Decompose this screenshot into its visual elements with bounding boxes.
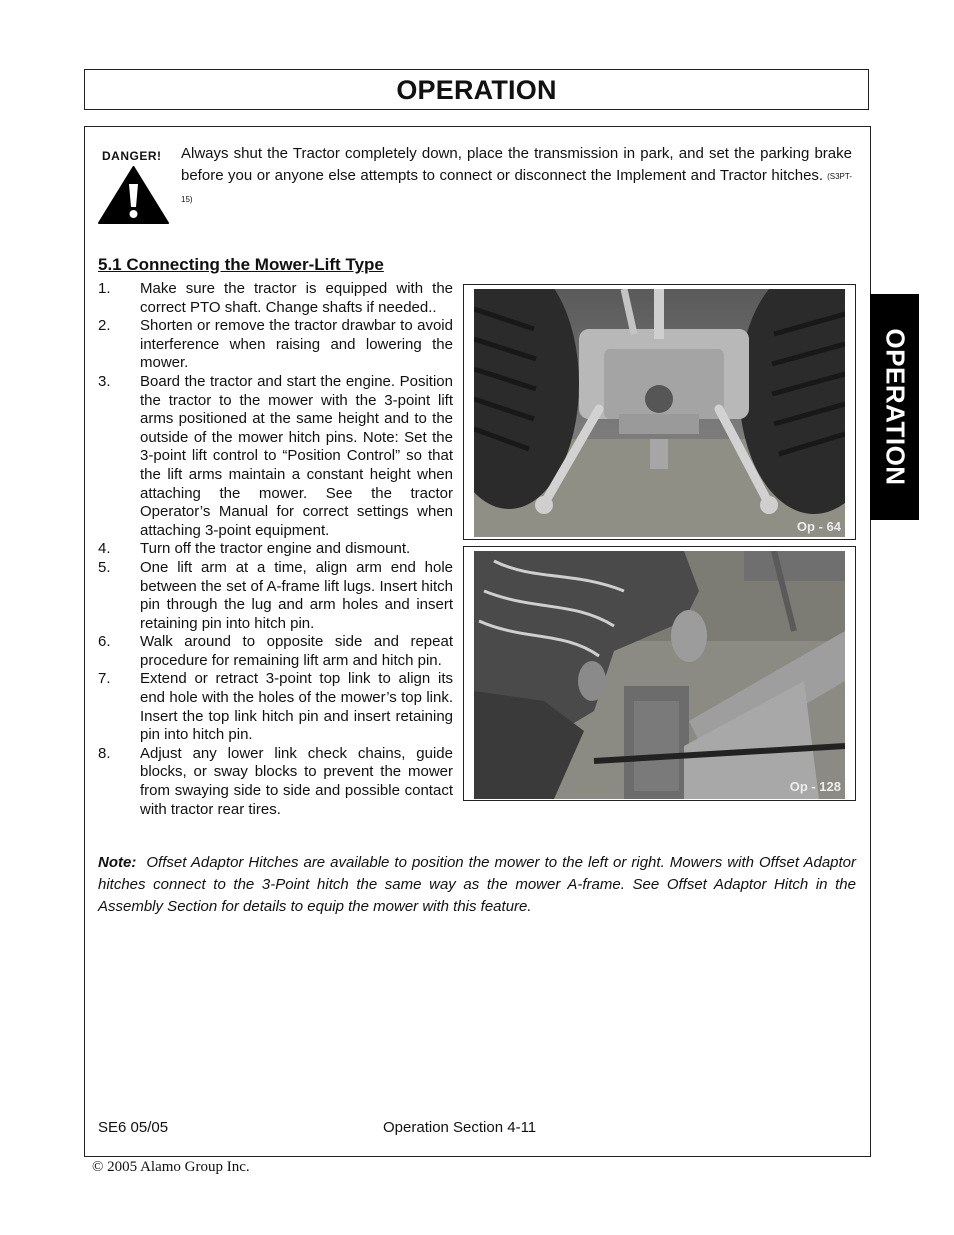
photo-label-op-64: Op - 64 [796,519,841,534]
note-label: Note: [98,854,137,871]
step-number: 5. [98,558,111,576]
step-item [98,559,453,633]
tractor-hitch-photo [474,289,845,537]
side-tab-label: OPERATION [880,328,910,486]
step-text: Make sure the tractor is equipped with the correct PTO shaft. Change shafts if needed.. [140,280,453,316]
danger-code: (S3PT-15) [181,172,852,204]
step-number: 6. [98,633,111,651]
steps-list [98,280,453,819]
section-heading: 5.1 Connecting the Mower-Lift Type [98,255,384,274]
step-item [98,373,453,540]
footer-page-number: Operation Section 4-11 [383,1119,537,1136]
page-title: OPERATION [396,75,557,105]
step-number: 7. [98,670,111,688]
step-number: 8. [98,744,111,762]
step-number: 1. [98,280,111,297]
photo-frame-tractor-hitch [463,284,856,540]
step-item [98,280,453,317]
hitch-pin-insertion-photo [474,551,845,799]
photo-label-op-128: Op - 128 [789,779,841,794]
step-number: 2. [98,317,111,335]
step-item [98,540,453,559]
warning-triangle-exclamation-icon [98,166,169,224]
step-text: One lift arm at a time, align arm end hole between the set of A-frame lift lugs. Insert hitch pin through the lug and arm holes and insert retaining pin into hitch pin. [140,558,453,632]
copyright-notice: © 2005 Alamo Group Inc. [92,1159,250,1175]
step-text: Board the tractor and start the engine. Position the tractor to the mower with the 3-point lift arms positioned at the same height and to the outside of the mower hitch pins. Note: Set the 3-point lift control to “Position Control” so that the lift arms maintain a constant height when attaching the mower. See the tractor Operator’s Manual for correct settings when attaching 3-point equipment. [140,372,453,539]
footer-doc-code: SE6 05/05 [98,1119,169,1136]
step-item [98,670,453,744]
step-text: Adjust any lower link check chains, guide blocks, or sway blocks to prevent the mower from swaying side to side and possible contact with tractor rear tires. [140,744,453,818]
danger-label: DANGER! [102,149,162,163]
step-item [98,317,453,373]
note-paragraph [98,852,856,918]
note-text: Offset Adaptor Hitches are available to position the mower to the left or right. Mowers with Offset Adaptor hitches connect to the 3-Point hitch the same way as the mower A-frame. See Offset Adaptor Hitch in the Assembly Section for details to equip the mower with this feature. [98,854,857,915]
page-header [84,69,869,110]
photo-frame-hitch-pin [463,546,856,801]
step-number: 4. [98,540,111,558]
step-number: 3. [98,372,111,390]
step-item [98,745,453,819]
step-text: Turn off the tractor engine and dismount. [140,540,411,558]
section-side-tab [870,294,919,520]
step-text: Walk around to opposite side and repeat procedure for remaining lift arm and hitch pin. [140,633,453,669]
step-item [98,633,453,670]
danger-message [181,143,852,211]
step-text: Extend or retract 3-point top link to align its end hole with the holes of the mower’s top link. Insert the top link hitch pin and insert retaining pin into hitch pin. [140,670,453,744]
step-text: Shorten or remove the tractor drawbar to avoid interference when raising and lowering the mower. [140,317,453,372]
danger-message-text: Always shut the Tractor completely down, place the transmission in park, and set the parking brake before you or anyone else attempts to connect or disconnect the Implement and Tractor hitches. [181,145,852,184]
